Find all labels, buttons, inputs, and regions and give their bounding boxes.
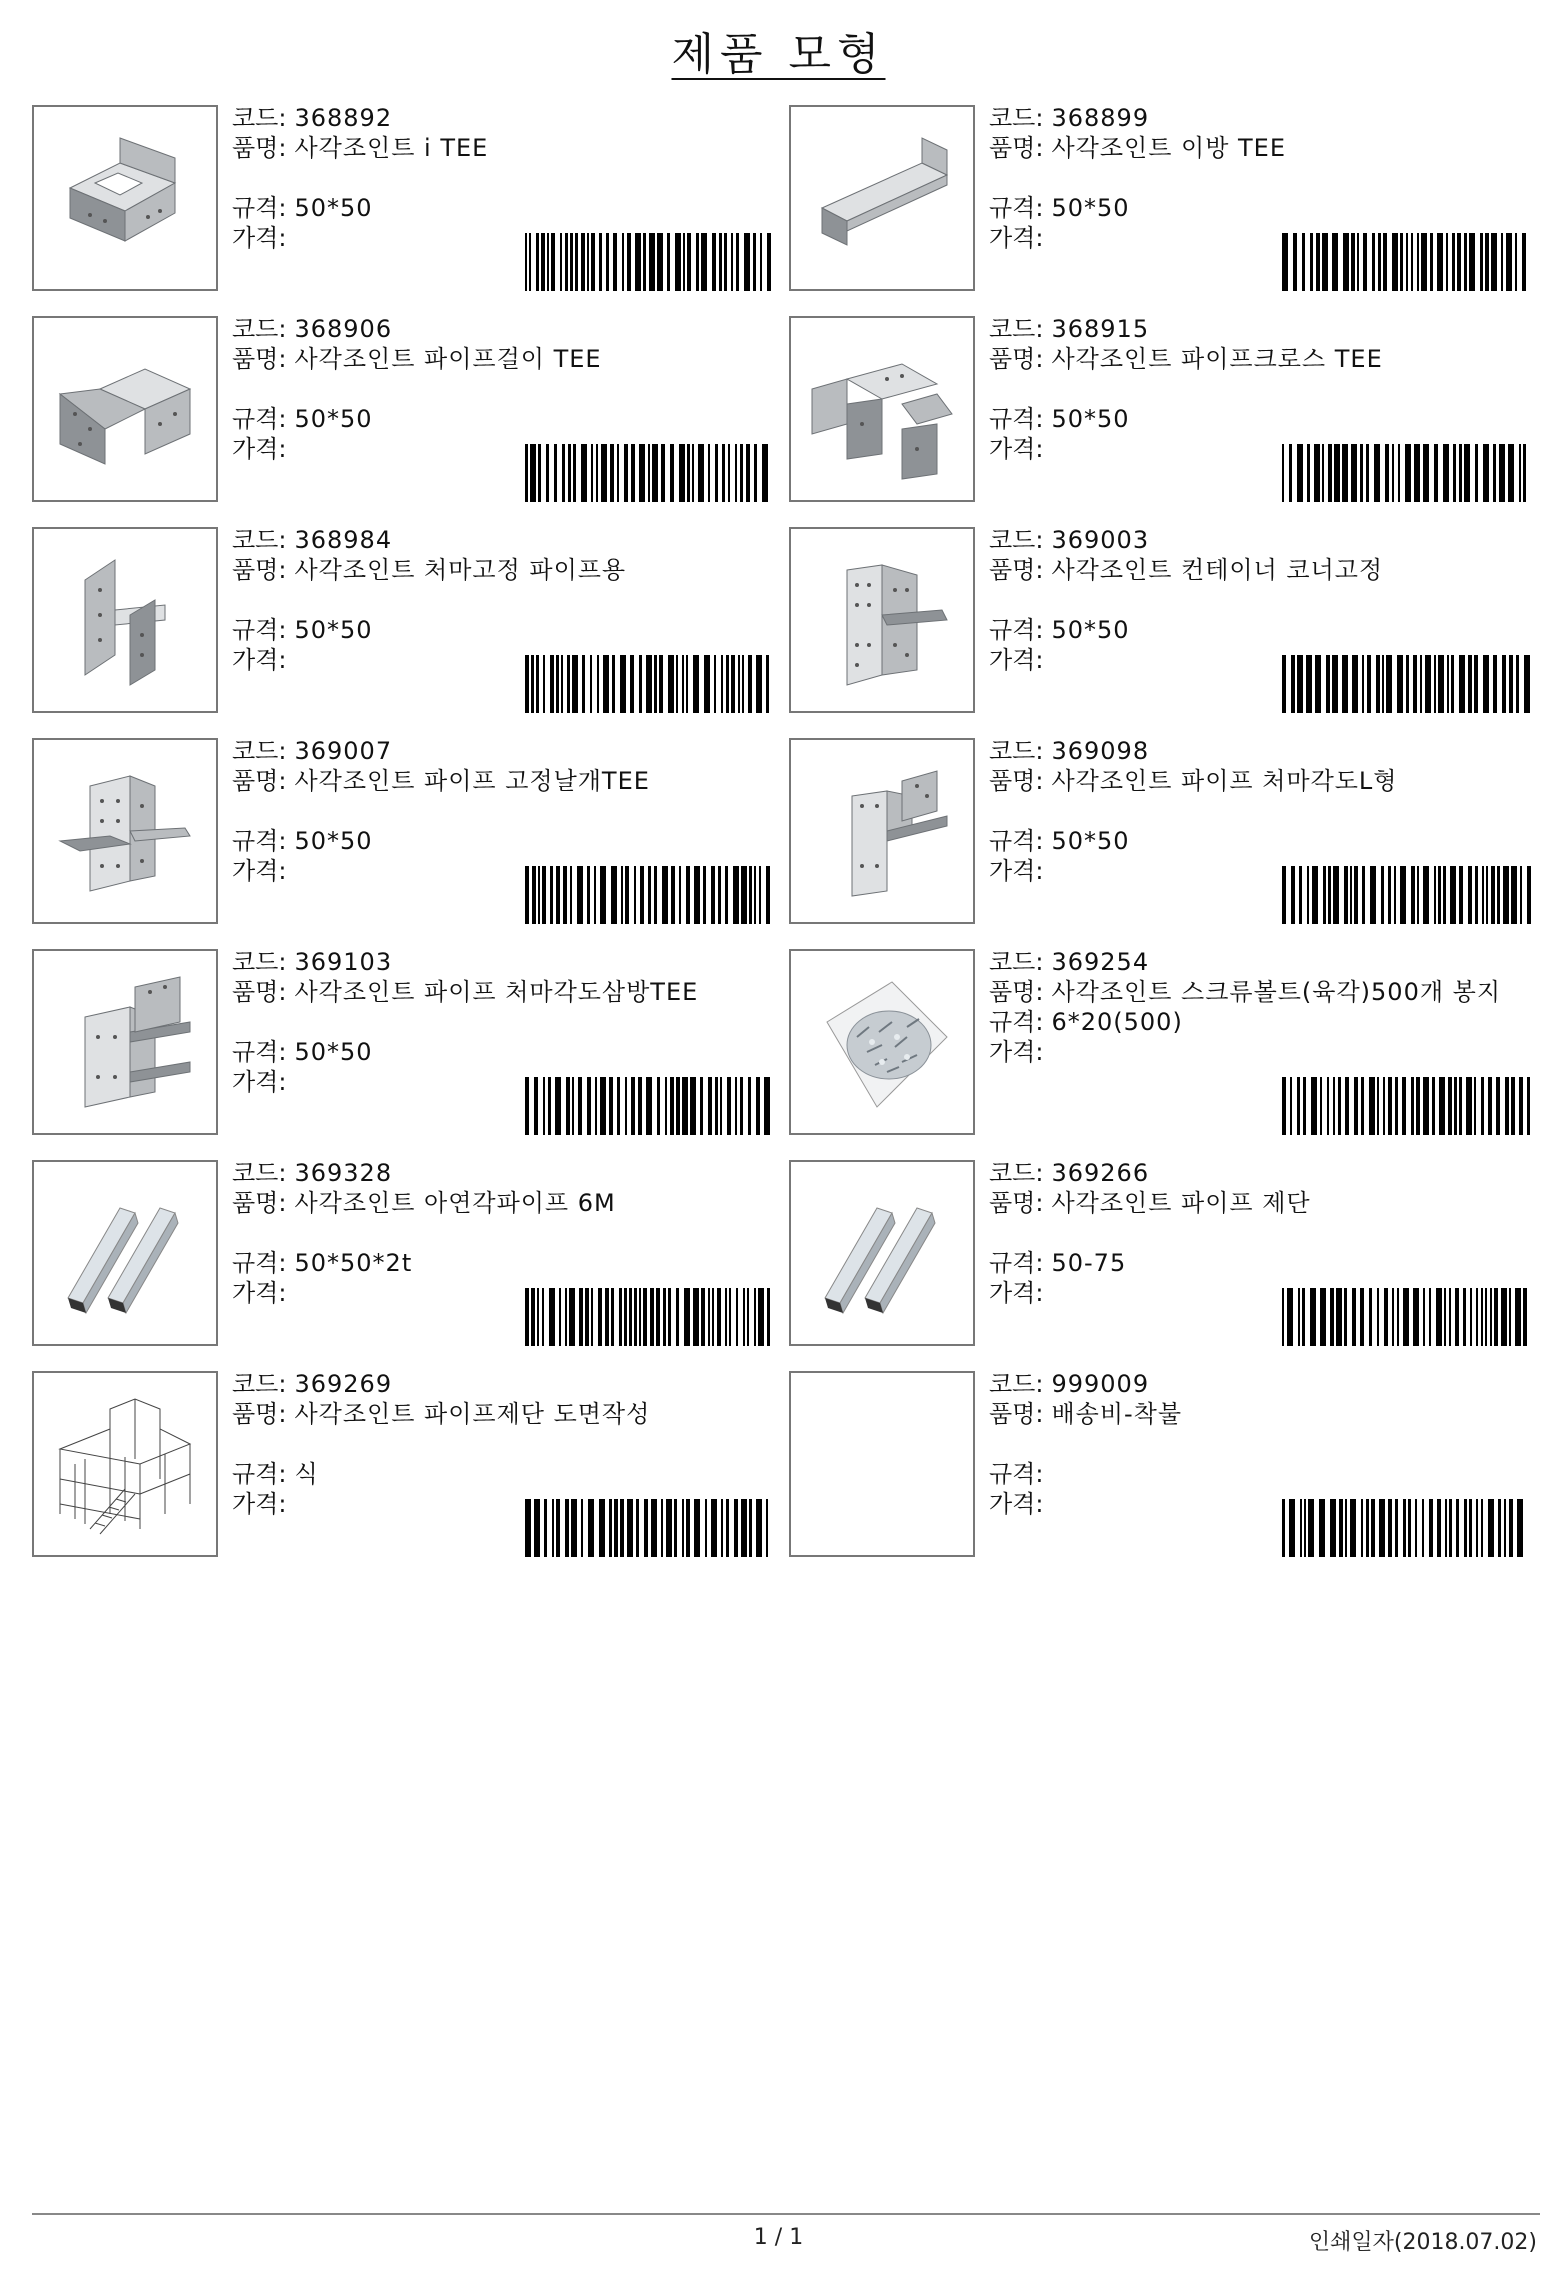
barcode	[1282, 1077, 1532, 1135]
footer-divider	[32, 2213, 1540, 2215]
bracket-three-way-icon	[32, 949, 218, 1135]
name-label: 품명:	[989, 556, 1044, 584]
product-price-row	[989, 1037, 1534, 1067]
product-spec-row	[232, 826, 777, 856]
barcode	[525, 866, 775, 924]
product-code-row	[232, 1158, 777, 1188]
product-spec-row	[232, 615, 777, 645]
product-card	[32, 527, 777, 717]
bracket-corner-icon	[789, 527, 975, 713]
product-name-row	[232, 555, 777, 585]
spec-label: 규격:	[989, 1460, 1044, 1488]
product-spec: 50*50	[294, 405, 373, 433]
spec-label: 규격:	[989, 827, 1044, 855]
code-label: 코드:	[989, 737, 1044, 765]
code-label: 코드:	[989, 104, 1044, 132]
product-code: 368984	[294, 526, 393, 554]
product-spec: 50*50*2t	[294, 1249, 413, 1277]
name-label: 품명:	[989, 767, 1044, 795]
bracket-channel-icon	[789, 105, 975, 291]
product-code: 368915	[1051, 315, 1150, 343]
barcode	[1282, 1288, 1532, 1346]
product-name: 사각조인트 스크류볼트(육각)500개 봉지	[1051, 978, 1502, 1006]
bracket-box-icon	[32, 105, 218, 291]
product-card	[32, 105, 777, 295]
product-code-row	[232, 525, 777, 555]
product-card	[32, 949, 777, 1139]
code-label: 코드:	[989, 1159, 1044, 1187]
product-code-row	[232, 736, 777, 766]
code-label: 코드:	[232, 1370, 287, 1398]
bracket-hanger-icon	[32, 316, 218, 502]
product-info	[232, 314, 777, 464]
name-label: 품명:	[232, 134, 287, 162]
product-card	[32, 1371, 777, 1561]
product-card	[32, 316, 777, 506]
product-spec: 6*20(500)	[1051, 1008, 1183, 1036]
product-info	[989, 103, 1534, 253]
product-code: 369007	[294, 737, 393, 765]
product-name: 사각조인트 아연각파이프 6M	[294, 1189, 616, 1217]
product-name: 사각조인트 파이프제단 도면작성	[294, 1400, 651, 1428]
barcode	[1282, 655, 1532, 713]
product-spec: 50*50	[294, 616, 373, 644]
product-name: 사각조인트 i TEE	[294, 134, 489, 162]
product-info	[232, 736, 777, 886]
barcode	[525, 1077, 775, 1135]
barcode	[525, 233, 775, 291]
bracket-eave-icon	[32, 527, 218, 713]
product-code: 369266	[1051, 1159, 1150, 1187]
name-label: 품명:	[989, 134, 1044, 162]
product-info	[989, 314, 1534, 464]
bracket-cross-icon	[789, 316, 975, 502]
price-label: 가격:	[232, 646, 287, 674]
bracket-angle-l-icon	[789, 738, 975, 924]
product-name: 사각조인트 파이프걸이 TEE	[294, 345, 602, 373]
product-code-row	[989, 736, 1534, 766]
name-label: 품명:	[989, 978, 1044, 1006]
spec-label: 규격:	[232, 1460, 287, 1488]
page-number: 1 / 1	[753, 2225, 804, 2250]
product-name: 사각조인트 컨테이너 코너고정	[1051, 556, 1384, 584]
product-spec-row	[232, 193, 777, 223]
product-spec: 식	[294, 1460, 319, 1488]
spec-label: 규격:	[232, 827, 287, 855]
barcode	[1282, 866, 1532, 924]
code-label: 코드:	[232, 1159, 287, 1187]
product-code-row	[232, 314, 777, 344]
bracket-wing-icon	[32, 738, 218, 924]
product-spec: 50*50	[1051, 194, 1130, 222]
product-name-row	[989, 977, 1534, 1007]
barcode	[1282, 444, 1532, 502]
barcode	[525, 655, 775, 713]
code-label: 코드:	[232, 948, 287, 976]
product-card	[789, 949, 1534, 1139]
product-spec: 50*50	[1051, 827, 1130, 855]
price-label: 가격:	[989, 1038, 1044, 1066]
product-name-row	[989, 1399, 1534, 1429]
code-label: 코드:	[232, 104, 287, 132]
price-label: 가격:	[232, 1490, 287, 1518]
product-spec-row	[989, 826, 1534, 856]
barcode	[1282, 233, 1532, 291]
code-label: 코드:	[989, 315, 1044, 343]
product-spec-row	[232, 404, 777, 434]
product-code: 369269	[294, 1370, 393, 1398]
code-label: 코드:	[232, 737, 287, 765]
product-name-row	[989, 344, 1534, 374]
product-code: 369254	[1051, 948, 1150, 976]
product-spec: 50*50	[1051, 405, 1130, 433]
product-info	[989, 736, 1534, 886]
price-label: 가격:	[232, 857, 287, 885]
price-label: 가격:	[989, 1490, 1044, 1518]
spec-label: 규격:	[989, 405, 1044, 433]
product-code-row	[989, 947, 1534, 977]
product-spec-row	[989, 404, 1534, 434]
product-name: 사각조인트 처마고정 파이프용	[294, 556, 627, 584]
product-info	[232, 947, 777, 1097]
product-name-row	[232, 344, 777, 374]
code-label: 코드:	[989, 526, 1044, 554]
product-info	[232, 103, 777, 253]
product-card	[32, 1160, 777, 1350]
screw-bag-icon	[789, 949, 975, 1135]
code-label: 코드:	[989, 948, 1044, 976]
product-code: 368899	[1051, 104, 1150, 132]
print-date: 인쇄일자(2018.07.02)	[1308, 2230, 1537, 2255]
code-label: 코드:	[232, 526, 287, 554]
spec-label: 규격:	[989, 1008, 1044, 1036]
product-info	[989, 947, 1534, 1067]
spec-label: 규격:	[232, 405, 287, 433]
square-pipe-cut-icon	[789, 1160, 975, 1346]
product-name-row	[232, 1399, 777, 1429]
barcode	[525, 444, 775, 502]
product-name-row	[232, 1188, 777, 1218]
product-spec-row	[989, 615, 1534, 645]
barcode	[1282, 1499, 1532, 1557]
name-label: 품명:	[989, 1189, 1044, 1217]
product-code-row	[989, 314, 1534, 344]
name-label: 품명:	[989, 345, 1044, 373]
product-code-row	[989, 103, 1534, 133]
product-name: 배송비-착불	[1051, 1400, 1183, 1428]
product-info	[989, 525, 1534, 675]
product-spec-row	[989, 1007, 1534, 1037]
product-name-row	[989, 555, 1534, 585]
price-label: 가격:	[232, 435, 287, 463]
product-code-row	[232, 1369, 777, 1399]
name-label: 품명:	[232, 345, 287, 373]
product-name-row	[232, 133, 777, 163]
product-spec-row	[989, 193, 1534, 223]
product-name: 사각조인트 파이프 처마각도삼방TEE	[294, 978, 699, 1006]
product-name-row	[989, 766, 1534, 796]
product-spec: 50*50	[1051, 616, 1130, 644]
product-name-row	[232, 766, 777, 796]
product-spec-row	[989, 1459, 1534, 1489]
spec-label: 규격:	[232, 1249, 287, 1277]
name-label: 품명:	[232, 978, 287, 1006]
product-name-row	[989, 1188, 1534, 1218]
name-label: 품명:	[232, 1400, 287, 1428]
product-spec: 50*50	[294, 1038, 373, 1066]
product-code: 369003	[1051, 526, 1150, 554]
price-label: 가격:	[989, 857, 1044, 885]
price-label: 가격:	[989, 646, 1044, 674]
product-info	[232, 1369, 777, 1519]
name-label: 품명:	[232, 556, 287, 584]
price-label: 가격:	[232, 1279, 287, 1307]
product-card	[789, 316, 1534, 506]
product-code: 369103	[294, 948, 393, 976]
empty-product-image	[789, 1371, 975, 1557]
product-code-row	[989, 525, 1534, 555]
product-spec-row	[989, 1248, 1534, 1278]
product-code-row	[232, 103, 777, 133]
product-card	[789, 1371, 1534, 1561]
product-code: 368892	[294, 104, 393, 132]
spec-label: 규격:	[232, 616, 287, 644]
product-card	[789, 1160, 1534, 1350]
product-info	[232, 1158, 777, 1308]
spec-label: 규격:	[232, 1038, 287, 1066]
product-name: 사각조인트 파이프 고정날개TEE	[294, 767, 650, 795]
product-info	[232, 525, 777, 675]
product-name-row	[232, 977, 777, 1007]
product-spec-row	[232, 1037, 777, 1067]
price-label: 가격:	[989, 435, 1044, 463]
name-label: 품명:	[232, 1189, 287, 1217]
product-code: 368906	[294, 315, 393, 343]
product-name: 사각조인트 이방 TEE	[1051, 134, 1287, 162]
name-label: 품명:	[989, 1400, 1044, 1428]
spec-label: 규격:	[232, 194, 287, 222]
spec-label: 규격:	[989, 616, 1044, 644]
product-name: 사각조인트 파이프크로스 TEE	[1051, 345, 1383, 373]
product-code: 999009	[1051, 1370, 1150, 1398]
product-card	[32, 738, 777, 928]
spec-label: 규격:	[989, 194, 1044, 222]
product-code: 369098	[1051, 737, 1150, 765]
product-code-row	[232, 947, 777, 977]
code-label: 코드:	[989, 1370, 1044, 1398]
product-card	[789, 738, 1534, 928]
product-info	[989, 1158, 1534, 1308]
code-label: 코드:	[232, 315, 287, 343]
price-label: 가격:	[989, 1279, 1044, 1307]
spec-label: 규격:	[989, 1249, 1044, 1277]
product-spec: 50*50	[294, 194, 373, 222]
product-code: 369328	[294, 1159, 393, 1187]
product-spec: 50*50	[294, 827, 373, 855]
product-name: 사각조인트 파이프 제단	[1051, 1189, 1311, 1217]
structure-drawing-icon	[32, 1371, 218, 1557]
name-label: 품명:	[232, 767, 287, 795]
barcode	[525, 1499, 775, 1557]
price-label: 가격:	[989, 224, 1044, 252]
product-spec-row	[232, 1459, 777, 1489]
price-label: 가격:	[232, 224, 287, 252]
product-card	[789, 527, 1534, 717]
product-name-row	[989, 133, 1534, 163]
product-spec: 50-75	[1051, 1249, 1127, 1277]
product-card	[789, 105, 1534, 295]
product-spec-row	[232, 1248, 777, 1278]
product-info	[989, 1369, 1534, 1519]
barcode	[525, 1288, 775, 1346]
square-pipe-icon	[32, 1160, 218, 1346]
product-code-row	[989, 1369, 1534, 1399]
price-label: 가격:	[232, 1068, 287, 1096]
product-name: 사각조인트 파이프 처마각도L형	[1051, 767, 1398, 795]
product-code-row	[989, 1158, 1534, 1188]
document-title: 제품 모형	[671, 29, 886, 80]
